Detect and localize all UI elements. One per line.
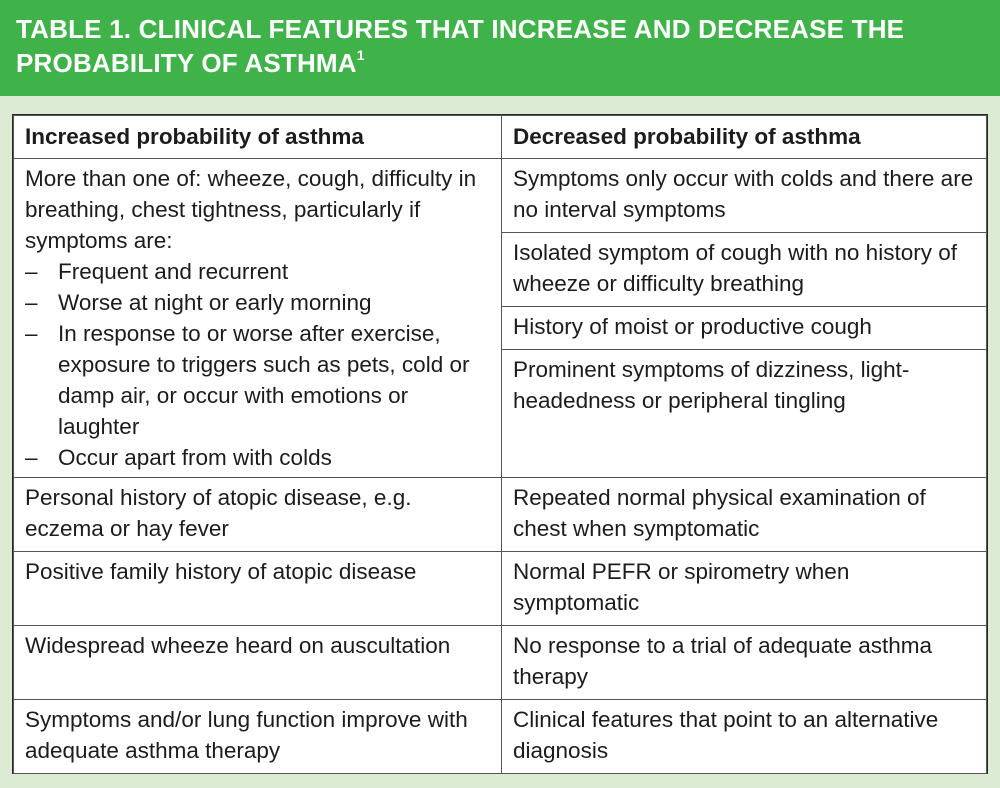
list-item: – Occur apart from with colds bbox=[25, 442, 490, 473]
decreased-cell: Normal PEFR or spirometry when symptomatic bbox=[502, 552, 987, 626]
title-footnote-marker: 1 bbox=[356, 47, 365, 64]
increased-intro: More than one of: wheeze, cough, difficulty in breathing, chest tightness, particularly if symptoms are: bbox=[25, 166, 477, 253]
increased-symptoms-cell bbox=[14, 159, 502, 478]
list-item: – In response to or worse after exercise, exposure to triggers such as pets, cold or damp air, or occur with emotions or laughter bbox=[25, 318, 490, 442]
symptom-list bbox=[25, 256, 490, 473]
table-row bbox=[14, 552, 987, 626]
decreased-cell: No response to a trial of adequate asthma therapy bbox=[502, 626, 987, 700]
table-row bbox=[14, 159, 987, 233]
header-increased: Increased probability of asthma bbox=[14, 116, 502, 159]
increased-cell: Widespread wheeze heard on auscultation bbox=[14, 626, 502, 700]
table-row bbox=[14, 626, 987, 700]
table-row bbox=[14, 478, 987, 552]
decreased-cell: Symptoms only occur with colds and there are no interval symptoms bbox=[502, 159, 987, 233]
increased-cell: Positive family history of atopic disease bbox=[14, 552, 502, 626]
list-item: – Worse at night or early morning bbox=[25, 287, 490, 318]
increased-cell: Personal history of atopic disease, e.g. eczema or hay fever bbox=[14, 478, 502, 552]
asthma-probability-table bbox=[12, 114, 988, 774]
decreased-cell: History of moist or productive cough bbox=[502, 307, 987, 350]
features-table bbox=[13, 115, 987, 774]
decreased-cell: Clinical features that point to an alternative diagnosis bbox=[502, 700, 987, 774]
increased-cell: Symptoms and/or lung function improve with adequate asthma therapy bbox=[14, 700, 502, 774]
table-title: TABLE 1. CLINICAL FEATURES THAT INCREASE AND DECREASE THE PROBABILITY OF ASTHMA bbox=[16, 14, 905, 78]
dash-marker: – bbox=[25, 290, 38, 315]
dash-marker: – bbox=[25, 259, 38, 284]
dash-marker: – bbox=[25, 445, 38, 470]
decreased-cell: Repeated normal physical examination of chest when symptomatic bbox=[502, 478, 987, 552]
decreased-cell: Isolated symptom of cough with no history of wheeze or difficulty breathing bbox=[502, 233, 987, 307]
list-item: – Frequent and recurrent bbox=[25, 256, 490, 287]
header-row bbox=[14, 116, 987, 159]
table-title-banner bbox=[0, 0, 1000, 96]
header-decreased: Decreased probability of asthma bbox=[502, 116, 987, 159]
dash-marker: – bbox=[25, 321, 38, 346]
decreased-cell: Prominent symptoms of dizziness, light-headedness or peripheral tingling bbox=[502, 350, 987, 478]
table-row bbox=[14, 700, 987, 774]
